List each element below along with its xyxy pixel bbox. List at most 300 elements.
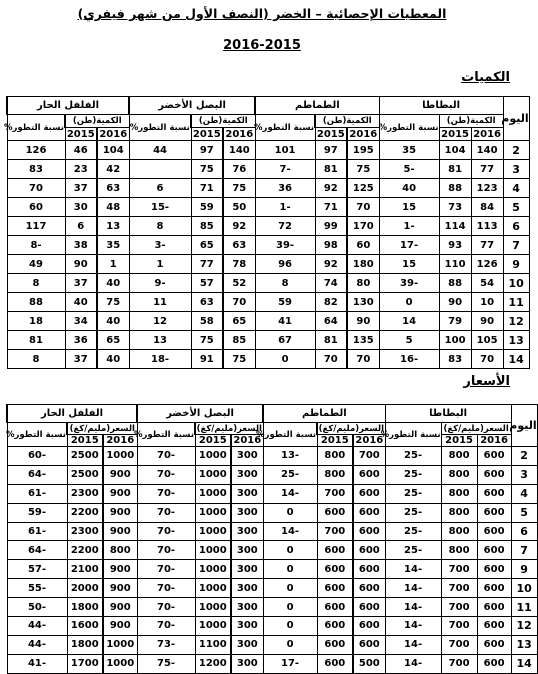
table-row [7, 331, 529, 350]
growth-rate-cell: 8 [255, 274, 315, 293]
value-2015-cell: 800 [317, 465, 353, 484]
group-header: البصل الأخضر [137, 405, 263, 423]
value-2016-cell: 90 [471, 312, 503, 331]
day-cell: 11 [511, 598, 537, 617]
year-2015-header: 2015 [65, 128, 97, 141]
measure-header: الكمية(طن) [191, 115, 255, 128]
table-row [7, 522, 537, 541]
value-2016-cell: 77 [471, 236, 503, 255]
growth-rate-header: نسبة التطور% [255, 115, 315, 141]
table-row [7, 350, 529, 369]
value-2016-cell: 800 [103, 541, 137, 560]
growth-rate-cell: 18 [7, 312, 65, 331]
day-cell: 9 [503, 255, 529, 274]
growth-rate-cell: 117 [7, 217, 65, 236]
value-2015-cell: 88 [439, 179, 471, 198]
day-cell: 6 [511, 522, 537, 541]
value-2016-cell: 900 [103, 579, 137, 598]
growth-rate-header: نسبة التطور% [385, 423, 441, 447]
value-2015-cell: 63 [191, 293, 223, 312]
growth-rate-cell: 14- [385, 635, 441, 654]
growth-rate-cell: 0 [263, 598, 317, 617]
value-2015-cell: 37 [65, 274, 97, 293]
table-header-row [7, 423, 537, 435]
value-2015-cell: 1800 [67, 635, 103, 654]
value-2015-cell: 97 [191, 141, 223, 160]
growth-rate-cell: 14- [385, 579, 441, 598]
table-row [7, 541, 537, 560]
growth-rate-header: نسبة التطور% [7, 423, 67, 447]
value-2016-cell: 60 [347, 236, 379, 255]
day-cell: 11 [503, 293, 529, 312]
value-2016-cell: 70 [347, 198, 379, 217]
value-2015-cell: 85 [191, 217, 223, 236]
value-2015-cell: 700 [441, 617, 477, 636]
table-header-row [7, 405, 537, 423]
value-2016-cell: 125 [347, 179, 379, 198]
growth-rate-cell: 75- [137, 654, 195, 673]
growth-rate-cell: 8 [7, 274, 65, 293]
value-2016-cell: 40 [97, 274, 129, 293]
growth-rate-cell: 0 [379, 293, 439, 312]
value-2015-cell: 1000 [195, 617, 231, 636]
growth-rate-cell: 8 [129, 217, 191, 236]
value-2016-cell: 65 [97, 331, 129, 350]
value-2015-cell: 1000 [195, 541, 231, 560]
value-2015-cell: 37 [65, 350, 97, 369]
value-2016-cell: 700 [353, 447, 385, 466]
value-2016-cell: 180 [347, 255, 379, 274]
value-2015-cell: 2300 [67, 484, 103, 503]
day-cell: 12 [503, 312, 529, 331]
growth-rate-cell: 12 [129, 312, 191, 331]
growth-rate-cell: 67 [255, 331, 315, 350]
day-cell: 3 [503, 160, 529, 179]
value-2015-cell: 600 [317, 541, 353, 560]
year-2015-header: 2015 [439, 128, 471, 141]
growth-rate-cell: 61- [7, 522, 67, 541]
value-2016-cell: 42 [97, 160, 129, 179]
value-2015-cell: 82 [315, 293, 347, 312]
value-2016-cell: 105 [471, 331, 503, 350]
value-2016-cell: 195 [347, 141, 379, 160]
day-cell: 3 [511, 465, 537, 484]
day-cell: 10 [511, 579, 537, 598]
year-2016-header: 2016 [97, 128, 129, 141]
value-2015-cell: 37 [65, 179, 97, 198]
day-cell: 4 [511, 484, 537, 503]
growth-rate-cell: 59 [255, 293, 315, 312]
value-2015-cell: 46 [65, 141, 97, 160]
value-2015-cell: 23 [65, 160, 97, 179]
value-2015-cell: 600 [317, 560, 353, 579]
value-2016-cell: 300 [231, 541, 263, 560]
value-2015-cell: 34 [65, 312, 97, 331]
growth-rate-header: نسبة التطور% [137, 423, 195, 447]
growth-rate-cell: 50- [7, 598, 67, 617]
value-2016-cell: 600 [477, 617, 511, 636]
growth-rate-cell: 0 [263, 541, 317, 560]
growth-rate-cell: 126 [7, 141, 65, 160]
table-row [7, 217, 529, 236]
value-2015-cell: 1000 [195, 465, 231, 484]
value-2016-cell: 600 [477, 522, 511, 541]
growth-rate-cell: 40 [379, 179, 439, 198]
value-2016-cell: 300 [231, 484, 263, 503]
value-2016-cell: 600 [353, 598, 385, 617]
growth-rate-cell: 64- [7, 541, 67, 560]
growth-rate-cell: 14- [263, 484, 317, 503]
growth-rate-cell: 8- [7, 236, 65, 255]
growth-rate-cell: 5 [379, 331, 439, 350]
growth-rate-cell: 9- [129, 274, 191, 293]
growth-rate-cell: 0 [263, 560, 317, 579]
value-2016-cell: 40 [97, 312, 129, 331]
value-2015-cell: 40 [65, 293, 97, 312]
value-2015-cell: 64 [315, 312, 347, 331]
value-2016-cell: 123 [471, 179, 503, 198]
growth-rate-cell: 17- [379, 236, 439, 255]
growth-rate-cell: 70 [7, 179, 65, 198]
value-2016-cell: 900 [103, 503, 137, 522]
growth-rate-cell: 16- [379, 350, 439, 369]
value-2016-cell: 50 [223, 198, 255, 217]
value-2016-cell: 600 [353, 617, 385, 636]
table-header-row [7, 115, 529, 128]
growth-rate-cell: 25- [385, 541, 441, 560]
growth-rate-cell: 70- [137, 598, 195, 617]
value-2015-cell: 90 [65, 255, 97, 274]
value-2016-cell: 1 [97, 255, 129, 274]
value-2016-cell: 52 [223, 274, 255, 293]
growth-rate-cell: 60 [7, 198, 65, 217]
value-2015-cell: 97 [315, 141, 347, 160]
value-2016-cell: 300 [231, 560, 263, 579]
day-cell: 7 [503, 236, 529, 255]
value-2015-cell: 700 [441, 654, 477, 673]
table-row [7, 312, 529, 331]
growth-rate-cell: 6 [129, 179, 191, 198]
value-2015-cell: 91 [191, 350, 223, 369]
growth-rate-cell: 0 [263, 635, 317, 654]
growth-rate-cell: 64- [7, 465, 67, 484]
group-header: البطاطا [385, 405, 511, 423]
value-2016-cell: 300 [231, 522, 263, 541]
value-2016-cell: 90 [347, 312, 379, 331]
measure-header: السعر(مليم/كغ) [318, 423, 384, 434]
value-2016-cell: 600 [477, 503, 511, 522]
year-2015-header: 2015 [195, 435, 231, 447]
value-2016-cell: 600 [353, 503, 385, 522]
value-2016-cell: 140 [223, 141, 255, 160]
value-2016-cell: 130 [347, 293, 379, 312]
value-2015-cell: 700 [441, 598, 477, 617]
value-2016-cell: 900 [103, 465, 137, 484]
growth-rate-cell: 5- [379, 160, 439, 179]
value-2015-cell: 74 [315, 274, 347, 293]
growth-rate-cell: 55- [7, 579, 67, 598]
value-2015-cell: 700 [441, 579, 477, 598]
value-2016-cell: 300 [231, 579, 263, 598]
value-2015-cell: 700 [317, 484, 353, 503]
value-2016-cell: 500 [353, 654, 385, 673]
value-2015-cell: 98 [315, 236, 347, 255]
growth-rate-cell: 49 [7, 255, 65, 274]
value-2015-cell: 90 [439, 293, 471, 312]
page-title: المعطيات الإحصائية – الخضر (النصف الأول من شهر فيفري) [77, 6, 447, 21]
value-2016-cell: 600 [353, 465, 385, 484]
value-2016-cell: 140 [471, 141, 503, 160]
table-row [7, 484, 537, 503]
value-2016-cell: 300 [231, 654, 263, 673]
quantities-table [3, 96, 530, 369]
growth-rate-cell: 25- [385, 522, 441, 541]
value-2015-cell: 600 [317, 579, 353, 598]
measure-header: السعر(مليم/كغ) [196, 423, 262, 434]
measure-header: الكمية(طن) [315, 115, 379, 128]
growth-rate-cell: 0 [263, 617, 317, 636]
year-2016-header: 2016 [471, 128, 503, 141]
growth-rate-cell: 44- [7, 635, 67, 654]
group-header: البصل الأخضر [129, 97, 255, 115]
value-2015-cell: 104 [439, 141, 471, 160]
value-2016-cell: 80 [347, 274, 379, 293]
day-header: اليوم [511, 405, 537, 447]
value-2016-cell: 70 [223, 293, 255, 312]
value-2016-cell: 170 [347, 217, 379, 236]
value-2015-cell: 700 [441, 560, 477, 579]
growth-rate-cell: 0 [263, 579, 317, 598]
growth-rate-cell: 44- [7, 617, 67, 636]
value-2016-cell: 92 [223, 217, 255, 236]
value-2016-cell: 300 [231, 635, 263, 654]
growth-rate-cell: 18- [129, 350, 191, 369]
value-2015-cell: 36 [65, 331, 97, 350]
value-2015-cell: 81 [315, 160, 347, 179]
day-cell: 9 [511, 560, 537, 579]
value-2015-cell: 81 [439, 160, 471, 179]
value-2016-cell: 900 [103, 560, 137, 579]
growth-rate-cell: 70- [137, 465, 195, 484]
value-2016-cell: 600 [477, 560, 511, 579]
value-2016-cell: 600 [353, 560, 385, 579]
growth-rate-cell: 88 [7, 293, 65, 312]
growth-rate-cell: 57- [7, 560, 67, 579]
value-2015-cell: 1200 [195, 654, 231, 673]
value-2015-cell: 1000 [195, 598, 231, 617]
value-2016-cell: 600 [477, 598, 511, 617]
growth-rate-cell: 39- [379, 274, 439, 293]
growth-rate-cell: 15- [129, 198, 191, 217]
day-cell: 12 [511, 617, 537, 636]
value-2015-cell: 800 [441, 484, 477, 503]
value-2015-cell: 2300 [67, 522, 103, 541]
value-2016-cell: 600 [353, 484, 385, 503]
value-2016-cell: 600 [353, 522, 385, 541]
growth-rate-cell: 25- [263, 465, 317, 484]
value-2015-cell: 800 [441, 522, 477, 541]
value-2016-cell: 65 [223, 312, 255, 331]
value-2015-cell: 700 [317, 522, 353, 541]
growth-rate-cell: 101 [255, 141, 315, 160]
value-2016-cell: 63 [223, 236, 255, 255]
value-2015-cell: 71 [315, 198, 347, 217]
value-2015-cell: 57 [191, 274, 223, 293]
value-2016-cell: 113 [471, 217, 503, 236]
value-2016-cell: 600 [477, 541, 511, 560]
value-2015-cell: 1000 [195, 447, 231, 466]
value-2016-cell: 1000 [103, 654, 137, 673]
growth-rate-header: نسبة التطور% [7, 115, 65, 141]
value-2016-cell: 75 [223, 179, 255, 198]
group-header: البطاطا [379, 97, 503, 115]
value-2015-cell: 1100 [195, 635, 231, 654]
growth-rate-cell: 73- [137, 635, 195, 654]
group-header: الفلفل الحار [7, 405, 137, 423]
value-2016-cell: 600 [477, 484, 511, 503]
quantities-heading: الكميات [461, 70, 510, 85]
day-header: اليوم [503, 97, 529, 141]
growth-rate-cell: 70- [137, 560, 195, 579]
value-2016-cell: 900 [103, 598, 137, 617]
value-2016-cell: 126 [471, 255, 503, 274]
growth-rate-header: نسبة التطور% [129, 115, 191, 141]
value-2015-cell: 79 [439, 312, 471, 331]
group-header: الفلفل الحار [7, 97, 129, 115]
value-2015-cell: 73 [439, 198, 471, 217]
growth-rate-cell: 70- [137, 503, 195, 522]
value-2015-cell: 77 [191, 255, 223, 274]
value-2015-cell: 800 [441, 541, 477, 560]
table-row [7, 579, 537, 598]
growth-rate-cell: 25- [385, 484, 441, 503]
value-2015-cell: 81 [315, 331, 347, 350]
table-row [7, 447, 537, 466]
value-2015-cell: 2500 [67, 465, 103, 484]
measure-header: الكمية(طن) [439, 115, 503, 128]
value-2016-cell: 35 [97, 236, 129, 255]
value-2015-cell: 65 [191, 236, 223, 255]
growth-rate-cell: 3- [129, 236, 191, 255]
value-2015-cell: 58 [191, 312, 223, 331]
year-2015-header: 2015 [441, 435, 477, 447]
year-2015-header: 2015 [67, 435, 103, 447]
day-cell: 14 [511, 654, 537, 673]
value-2015-cell: 93 [439, 236, 471, 255]
table-row [7, 617, 537, 636]
growth-rate-header: نسبة التطور% [263, 423, 317, 447]
day-cell: 4 [503, 179, 529, 198]
value-2016-cell: 300 [231, 503, 263, 522]
year-2015-header: 2015 [315, 128, 347, 141]
value-2016-cell: 85 [223, 331, 255, 350]
growth-rate-cell: 83 [7, 160, 65, 179]
day-cell: 2 [511, 447, 537, 466]
growth-rate-cell: 0 [263, 503, 317, 522]
growth-rate-cell: 41 [255, 312, 315, 331]
value-2016-cell: 1000 [103, 635, 137, 654]
value-2015-cell: 110 [439, 255, 471, 274]
value-2016-cell: 900 [103, 522, 137, 541]
growth-rate-header: نسبة التطور% [379, 115, 439, 141]
value-2016-cell: 70 [347, 350, 379, 369]
growth-rate-cell: 14- [385, 598, 441, 617]
value-2015-cell: 800 [317, 447, 353, 466]
table-row [7, 293, 529, 312]
growth-rate-cell: 25- [385, 503, 441, 522]
table-row [7, 598, 537, 617]
growth-rate-cell: 14- [385, 654, 441, 673]
growth-rate-cell: 70- [137, 541, 195, 560]
value-2016-cell: 900 [103, 484, 137, 503]
value-2016-cell: 1000 [103, 447, 137, 466]
growth-rate-cell: 13 [129, 331, 191, 350]
growth-rate-cell: 1- [379, 217, 439, 236]
value-2016-cell: 300 [231, 617, 263, 636]
table-row [7, 255, 529, 274]
value-2016-cell: 77 [471, 160, 503, 179]
growth-rate-cell: 14- [385, 560, 441, 579]
value-2015-cell: 100 [439, 331, 471, 350]
day-cell: 7 [511, 541, 537, 560]
measure-header: السعر(مليم/كغ) [67, 423, 137, 435]
value-2015-cell: 1000 [195, 484, 231, 503]
value-2015-cell: 114 [439, 217, 471, 236]
growth-rate-cell: 0 [255, 350, 315, 369]
day-cell: 13 [511, 635, 537, 654]
group-header: الطماطم [255, 97, 379, 115]
day-cell: 10 [503, 274, 529, 293]
value-2016-cell: 300 [231, 465, 263, 484]
value-2016-cell: 75 [97, 293, 129, 312]
day-cell: 13 [503, 331, 529, 350]
value-2015-cell: 2000 [67, 579, 103, 598]
day-cell: 5 [511, 503, 537, 522]
growth-rate-cell: 13- [263, 447, 317, 466]
value-2016-cell: 300 [231, 447, 263, 466]
value-2016-cell: 104 [97, 141, 129, 160]
value-2015-cell: 2500 [67, 447, 103, 466]
value-2015-cell: 2200 [67, 503, 103, 522]
growth-rate-cell: 36 [255, 179, 315, 198]
value-2016-cell: 75 [223, 350, 255, 369]
day-cell: 5 [503, 198, 529, 217]
table-row [7, 236, 529, 255]
value-2016-cell: 900 [103, 617, 137, 636]
growth-rate-cell: 70- [137, 484, 195, 503]
growth-rate-cell [129, 160, 191, 179]
growth-rate-cell: 96 [255, 255, 315, 274]
value-2016-cell: 600 [477, 465, 511, 484]
growth-rate-cell: 61- [7, 484, 67, 503]
value-2015-cell: 83 [439, 350, 471, 369]
growth-rate-cell: 70- [137, 522, 195, 541]
growth-rate-cell: 39- [255, 236, 315, 255]
year-range: 2016-2015 [223, 38, 301, 53]
value-2015-cell: 75 [191, 331, 223, 350]
year-2016-header: 2016 [353, 435, 385, 447]
growth-rate-cell: 25- [385, 465, 441, 484]
value-2016-cell: 78 [223, 255, 255, 274]
value-2015-cell: 600 [317, 617, 353, 636]
growth-rate-cell: 8 [7, 350, 65, 369]
value-2015-cell: 1000 [195, 522, 231, 541]
value-2016-cell: 40 [97, 350, 129, 369]
value-2015-cell: 600 [317, 503, 353, 522]
value-2015-cell: 30 [65, 198, 97, 217]
table-row [7, 654, 537, 673]
value-2015-cell: 99 [315, 217, 347, 236]
